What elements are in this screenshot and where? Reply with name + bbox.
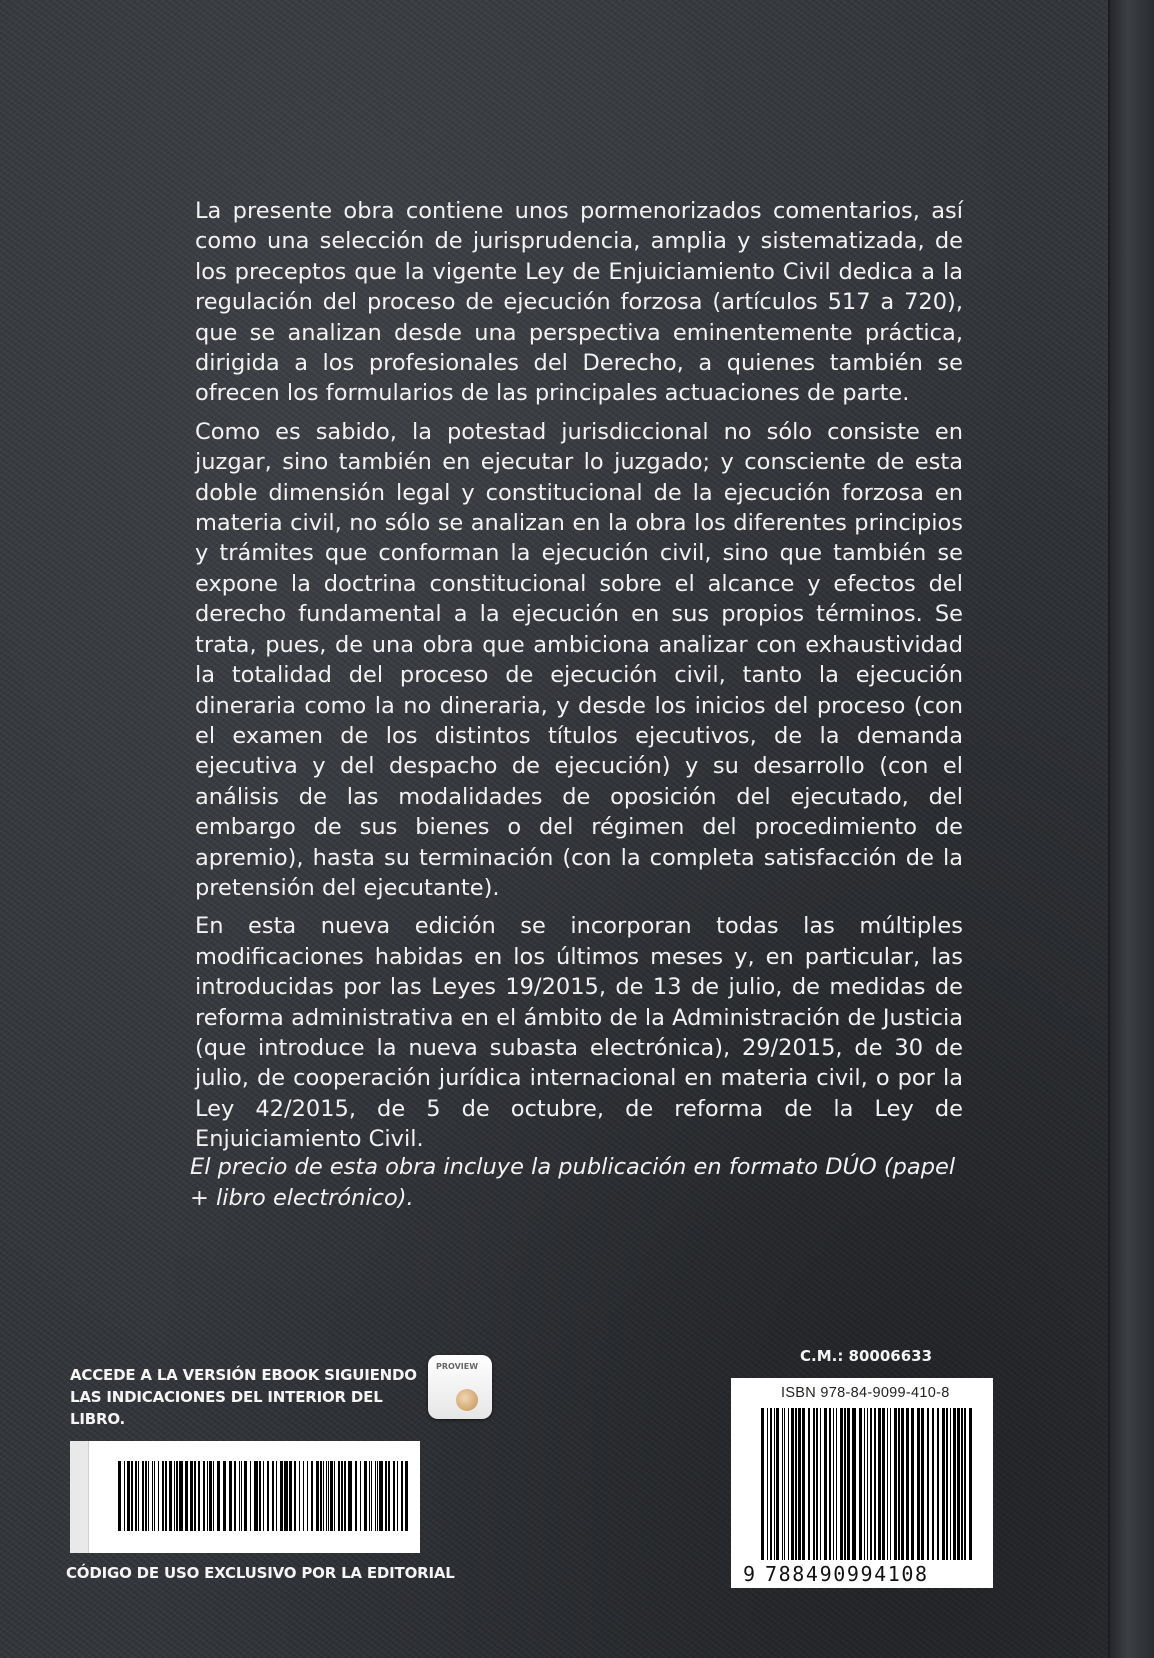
spine-edge [1108, 0, 1154, 1658]
barcode-bar [165, 1461, 167, 1531]
barcode-bar [174, 1461, 175, 1531]
barcode-bar [213, 1461, 214, 1531]
barcode-bar [142, 1461, 144, 1531]
barcode-bar [969, 1408, 972, 1560]
barcode-bar [207, 1461, 208, 1531]
barcode-bar [942, 1408, 945, 1560]
barcode-bar [307, 1461, 308, 1531]
barcode-bar [874, 1408, 876, 1560]
barcode-bar [169, 1461, 172, 1531]
blurb-text [195, 196, 963, 1163]
ebook-instructions [70, 1364, 430, 1430]
barcode-bar [927, 1408, 929, 1560]
barcode-bar [330, 1461, 333, 1531]
barcode-bar [824, 1408, 827, 1560]
barcode-bar [385, 1461, 387, 1531]
barcode-bar [148, 1461, 149, 1531]
label-tab [70, 1441, 89, 1553]
barcode-bar [397, 1461, 398, 1531]
barcode-bar [234, 1461, 236, 1531]
barcode-bar [263, 1461, 264, 1531]
barcode-bar [816, 1408, 818, 1560]
blurb-paragraph-3: En esta nueva edición se incorporan todas las múltiples modificaciones habidas en los últimos meses y, en particular, las introducidas por las Leyes 19/2015, de 13 de julio, de medidas de reforma administrativa en el ámbito de la Administración de Justicia (que introduce la nueva subasta electrónica), 29/2015, de 30 de julio, de cooperación jurídica internacional en materia civil, o por la Ley 42/2015, de 5 de octubre, de reforma de la Ley de Enjuiciamiento Civil. [195, 913, 963, 1153]
barcode-bar [152, 1461, 153, 1531]
barcode-bar [901, 1408, 904, 1560]
barcode-bar [284, 1461, 288, 1531]
barcode-bar [859, 1408, 862, 1560]
barcode-bar [341, 1461, 343, 1531]
barcode-bar [209, 1461, 212, 1531]
barcode-bar [791, 1408, 794, 1560]
barcode-bar [176, 1461, 178, 1531]
barcode-bar [154, 1461, 155, 1531]
barcode-bar [371, 1461, 372, 1531]
barcode-bar [375, 1461, 376, 1531]
barcode-bar [890, 1408, 891, 1560]
barcode-bar [776, 1408, 779, 1560]
barcode-bar [127, 1461, 130, 1531]
barcode-bar [867, 1408, 868, 1560]
barcode-bar [323, 1461, 324, 1531]
barcode-bar [289, 1461, 292, 1531]
barcode-bar [162, 1461, 164, 1531]
publisher-barcode [118, 1461, 408, 1531]
barcode-bar [355, 1461, 357, 1531]
barcode-bar [906, 1408, 909, 1560]
barcode-bar [847, 1408, 850, 1560]
proview-label: PROVIEW [436, 1362, 479, 1371]
barcode-bar [328, 1461, 329, 1531]
barcode-bar [244, 1461, 247, 1531]
barcode-bar [334, 1461, 335, 1531]
ebook-line-1: ACCEDE A LA VERSIÓN EBOOK SIGUIENDO [70, 1366, 417, 1384]
barcode-bar [223, 1461, 226, 1531]
barcode-bar [360, 1461, 361, 1531]
barcode-bar [921, 1408, 924, 1560]
barcode-bar [250, 1461, 251, 1531]
barcode-bar [784, 1408, 785, 1560]
barcode-bar [887, 1408, 888, 1560]
barcode-bar [840, 1408, 843, 1560]
barcode-bar [259, 1461, 261, 1531]
barcode-bar [379, 1461, 383, 1531]
barcode-bar [145, 1461, 147, 1531]
price-note: El precio de esta obra incluye la publicación en formato DÚO (papel + libro electrónico). [190, 1154, 956, 1211]
barcode-bar [276, 1461, 277, 1531]
barcode-bar [303, 1461, 304, 1531]
barcode-bar [774, 1408, 775, 1560]
barcode-bar [917, 1408, 920, 1560]
blurb-paragraph-1: La presente obra contiene unos pormenorizados comentarios, así como una selección de jurisprudencia, amplia y sistematizada, de los preceptos que la vigente Ley de Enjuiciamiento Civil dedica a la regulación del proceso de ejecución forzosa (artículos 517 a 720), que se analizan desde una perspectiva eminentemente práctica, dirigida a los profesionales del Derecho, a quienes también se ofrecen los formularios de las principales actuaciones de parte. [195, 198, 963, 407]
barcode-bar [393, 1461, 395, 1531]
barcode-first-digit: 9 [743, 1562, 756, 1586]
barcode-bar [124, 1461, 125, 1531]
barcode-bar [802, 1408, 805, 1560]
barcode-bar [864, 1408, 865, 1560]
barcode-bar [829, 1408, 831, 1560]
barcode-bar [957, 1408, 960, 1560]
barcode-bar [388, 1461, 390, 1531]
barcode-bar [241, 1461, 242, 1531]
proview-swirl-icon [456, 1389, 478, 1411]
barcode-bar [338, 1461, 340, 1531]
barcode-bar [878, 1408, 881, 1560]
barcode-bar [311, 1461, 313, 1531]
ebook-line-2: LAS INDICACIONES DEL INTERIOR DEL LIBRO. [70, 1388, 383, 1428]
barcode-bar [179, 1461, 183, 1531]
barcode-bar [932, 1408, 934, 1560]
barcode-bar [239, 1461, 240, 1531]
barcode-bar [267, 1461, 269, 1531]
publisher-code-caption: CÓDIGO DE USO EXCLUSIVO POR LA EDITORIAL [66, 1564, 455, 1582]
barcode-bar [788, 1408, 789, 1560]
barcode-bar [299, 1461, 300, 1531]
barcode-bar [217, 1461, 220, 1531]
barcode-bar [795, 1408, 797, 1560]
barcode-digits: 788490994108 [765, 1562, 929, 1586]
publisher-code-label [70, 1441, 420, 1553]
barcode-bar [852, 1408, 856, 1560]
barcode-bar [190, 1461, 193, 1531]
barcode-bar [326, 1461, 327, 1531]
barcode-bar [254, 1461, 258, 1531]
barcode-bar [950, 1408, 951, 1560]
barcode-bar [898, 1408, 900, 1560]
barcode-bar [870, 1408, 872, 1560]
barcode-bar [135, 1461, 137, 1531]
barcode-bar [294, 1461, 296, 1531]
barcode-bar [405, 1461, 408, 1531]
cm-code: C.M.: 80006633 [800, 1347, 933, 1365]
barcode-bar [770, 1408, 772, 1560]
barcode-bar [844, 1408, 846, 1560]
barcode-bar [946, 1408, 948, 1560]
barcode-bar [882, 1408, 885, 1560]
barcode-bar [808, 1408, 810, 1560]
blurb-paragraph-2: Como es sabido, la potestad jurisdiccional no sólo consiste en juzgar, sino también en ejecutar lo juzgado; y consciente de esta doble dimensión legal y constitucional de la ejecución forzosa en materia civil, no sólo se analizan en la obra los diferentes principios y trámites que conforman la ejecución civil, sino que también se expone la doctrina constitucional sobre el alcance y efectos del derecho fundamental a la ejecución en sus propios términos. Se trata, pues, de una obra que ambiciona analizar con exhaustividad la totalidad del proceso de ejecución civil, tanto la ejecución dineraria como la no dineraria, y desde los inicios del proceso (con el examen de los distintos títulos ejecutivos, de la demanda ejecutiva y del despacho de ejecución) y su desarrollo (con el análisis de las modalidades de oposición del ejecutado, del embargo de sus bienes o del régimen del procedimiento de apremio), hasta su terminación (con la completa satisfacción de la pretensión del ejecutante). [195, 418, 963, 901]
barcode-bar [964, 1408, 966, 1560]
barcode-bar [158, 1461, 159, 1531]
barcode-bar [118, 1461, 121, 1531]
isbn-barcode [761, 1408, 973, 1560]
barcode-bar [198, 1461, 200, 1531]
proview-app-icon [428, 1355, 492, 1419]
barcode-bar [369, 1461, 370, 1531]
barcode-bar [229, 1461, 232, 1531]
barcode-bar [798, 1408, 801, 1560]
barcode-bar [961, 1408, 963, 1560]
isbn-text: ISBN 978-84-9099-410-8 [781, 1385, 950, 1401]
barcode-bar [953, 1408, 956, 1560]
barcode-bar [833, 1408, 834, 1560]
barcode-bar [911, 1408, 914, 1560]
barcode-bar [782, 1408, 783, 1560]
barcode-bar [316, 1461, 319, 1531]
barcode-bar [813, 1408, 815, 1560]
barcode-bar [894, 1408, 897, 1560]
barcode-bar [364, 1461, 367, 1531]
barcode-bar [348, 1461, 352, 1531]
barcode-bar [203, 1461, 205, 1531]
barcode-bar [377, 1461, 378, 1531]
barcode-bar [401, 1461, 403, 1531]
barcode-bar [761, 1408, 764, 1560]
barcode-bar [767, 1408, 768, 1560]
barcode-bar [272, 1461, 274, 1531]
barcode-bar [820, 1408, 821, 1560]
barcode-bar [280, 1461, 283, 1531]
barcode-bar [131, 1461, 133, 1531]
barcode-bar [194, 1461, 196, 1531]
isbn-barcode-label [731, 1378, 993, 1588]
barcode-bar [937, 1408, 939, 1560]
barcode-bar [185, 1461, 188, 1531]
barcode-bar [836, 1408, 837, 1560]
barcode-bar [320, 1461, 322, 1531]
barcode-bar [138, 1461, 139, 1531]
barcode-bar [344, 1461, 346, 1531]
